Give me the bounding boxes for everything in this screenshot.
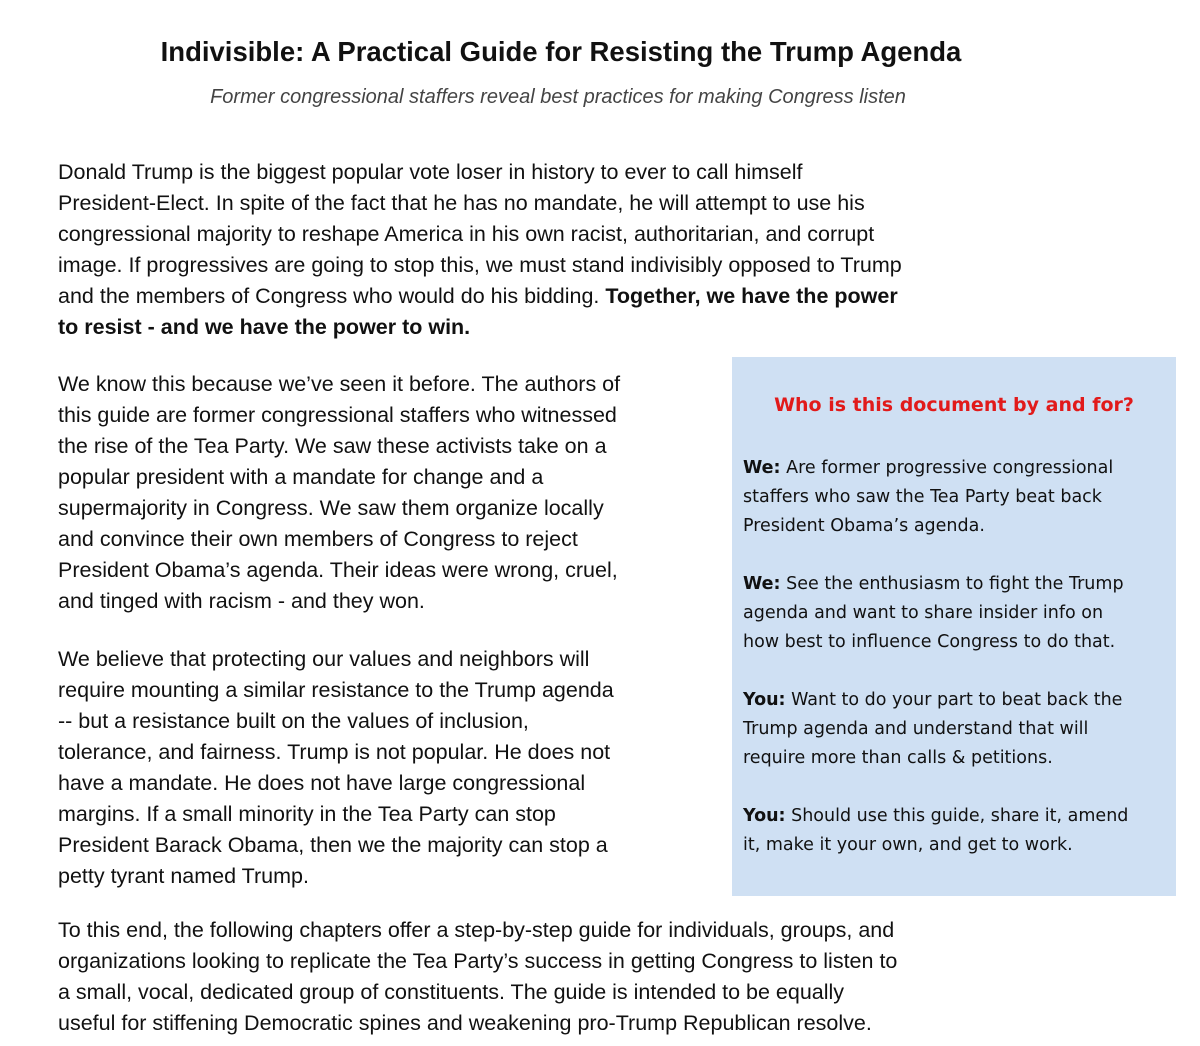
document-title: Indivisible: A Practical Guide for Resisting the Trump Agenda xyxy=(160,36,962,67)
belief-line: petty tyrant named Trump. xyxy=(58,864,309,888)
intro-line: image. If progressives are going to stop this, we must stand indivisibly opposed to Trump xyxy=(58,253,902,277)
history-line: and convince their own members of Congress to reject xyxy=(58,527,578,551)
callout-item-text: See the enthusiasm to fight the Trump xyxy=(780,574,1124,594)
callout-item-line xyxy=(743,454,1168,483)
callout-item-line: Trump agenda and understand that will xyxy=(743,719,1089,739)
closing-line: organizations looking to replicate the Tea Party’s success in getting Congress to listen to xyxy=(58,949,898,973)
callout-box xyxy=(732,357,1176,896)
belief-line: President Barack Obama, then we the majority can stop a xyxy=(58,833,608,857)
belief-line: -- but a resistance built on the values of inclusion, xyxy=(58,709,529,733)
history-line: popular president with a mandate for change and a xyxy=(58,465,544,489)
history-line: We know this because we’ve seen it before. The authors of xyxy=(58,372,621,396)
callout-item-label: You: xyxy=(743,690,786,710)
closing-paragraph xyxy=(58,915,1068,1039)
callout-item-text: Want to do your part to beat back the xyxy=(785,690,1123,710)
intro-line: Donald Trump is the biggest popular vote loser in history to ever to call himself xyxy=(58,160,803,184)
callout-item-line: President Obama’s agenda. xyxy=(743,516,985,536)
callout-item-line xyxy=(743,802,1168,831)
intro-paragraph xyxy=(58,157,1068,343)
callout-item xyxy=(743,686,1168,773)
callout-item-line: staffers who saw the Tea Party beat back xyxy=(743,487,1102,507)
callout-item-line xyxy=(743,686,1168,715)
callout-item-text: Should use this guide, share it, amend xyxy=(785,806,1129,826)
history-line: President Obama’s agenda. Their ideas were wrong, cruel, xyxy=(58,558,618,582)
callout-item-label: We: xyxy=(743,574,781,594)
callout-item-label: You: xyxy=(743,806,786,826)
callout-item xyxy=(743,570,1168,657)
callout-item xyxy=(743,802,1168,860)
closing-line: useful for stiffening Democratic spines and weakening pro-Trump Republican resolve. xyxy=(58,1011,872,1035)
history-paragraph xyxy=(58,369,728,617)
callout-item-line: it, make it your own, and get to work. xyxy=(743,835,1073,855)
history-line: the rise of the Tea Party. We saw these activists take on a xyxy=(58,434,607,458)
closing-line: a small, vocal, dedicated group of constituents. The guide is intended to be equally xyxy=(58,980,845,1004)
document-subtitle: Former congressional staffers reveal best practices for making Congress listen xyxy=(210,86,906,108)
intro-emphasis: to resist - and we have the power to win. xyxy=(58,315,471,339)
belief-line: margins. If a small minority in the Tea Party can stop xyxy=(58,802,556,826)
callout-item-line: agenda and want to share insider info on xyxy=(743,603,1104,623)
belief-line: We believe that protecting our values and neighbors will xyxy=(58,647,590,671)
intro-line xyxy=(58,281,1068,312)
intro-line: President-Elect. In spite of the fact that he has no mandate, he will attempt to use his xyxy=(58,191,865,215)
history-line: this guide are former congressional staffers who witnessed xyxy=(58,403,617,427)
intro-line-text: and the members of Congress who would do his bidding. xyxy=(58,284,606,308)
callout-item-line: require more than calls & petitions. xyxy=(743,748,1053,768)
callout-item-text: Are former progressive congressional xyxy=(780,458,1114,478)
belief-paragraph xyxy=(58,644,728,892)
callout-item-label: We: xyxy=(743,458,781,478)
callout-item-line: how best to influence Congress to do that. xyxy=(743,632,1116,652)
belief-line: tolerance, and fairness. Trump is not popular. He does not xyxy=(58,740,611,764)
belief-line: have a mandate. He does not have large congressional xyxy=(58,771,586,795)
callout-title: Who is this document by and for? xyxy=(774,394,1134,416)
history-line: and tinged with racism - and they won. xyxy=(58,589,425,613)
callout-item-line xyxy=(743,570,1168,599)
intro-line xyxy=(58,312,1068,343)
intro-line: congressional majority to reshape America in his own racist, authoritarian, and corrupt xyxy=(58,222,875,246)
intro-emphasis: Together, we have the power xyxy=(605,284,898,308)
callout-item xyxy=(743,454,1168,541)
closing-line: To this end, the following chapters offer a step-by-step guide for individuals, groups, and xyxy=(58,918,895,942)
history-line: supermajority in Congress. We saw them organize locally xyxy=(58,496,604,520)
belief-line: require mounting a similar resistance to the Trump agenda xyxy=(58,678,614,702)
